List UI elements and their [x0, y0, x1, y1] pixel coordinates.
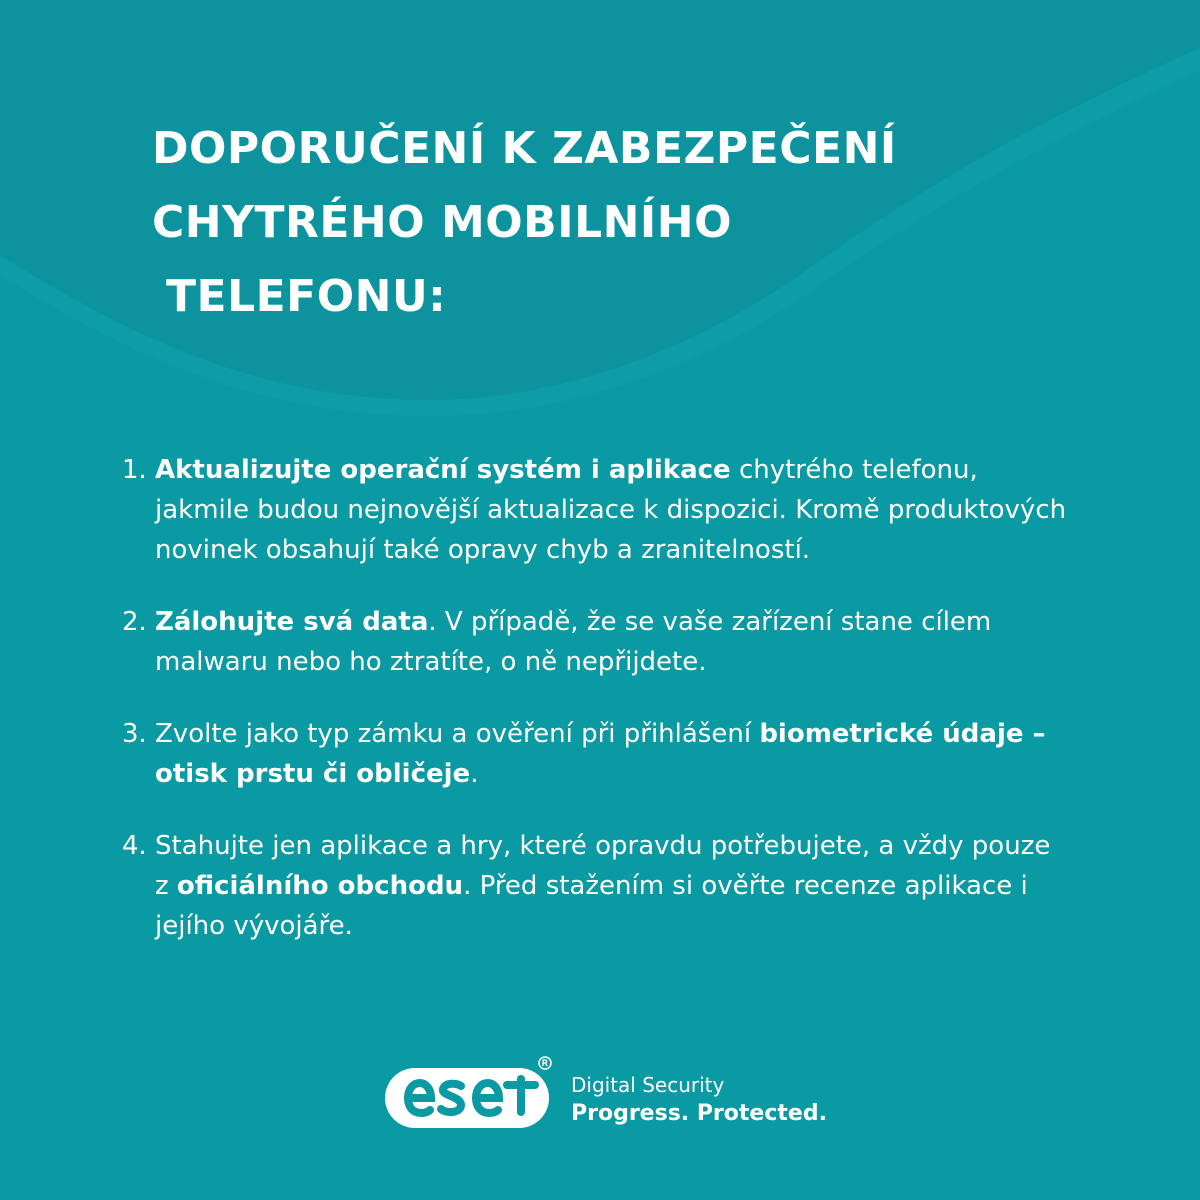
tip-item-1 — [122, 450, 1072, 570]
tagline-line-2: Progress. Protected. — [571, 1101, 827, 1126]
registered-trademark-icon — [538, 1056, 552, 1070]
tip-text: . V případě, že se vaše zařízení stane cílem malwaru nebo ho ztratíte, o ně nepřijdete. — [155, 607, 992, 677]
tip-text-end: . Před stažením si ověřte recenze aplikace i jejího vývojáře. — [155, 871, 1028, 941]
tips-list — [122, 450, 1072, 946]
tip-bold-text: oficiálního obchodu — [176, 871, 464, 901]
tip-bold-text: Zálohujte svá data — [155, 607, 429, 637]
tip-text: Stahujte jen aplikace a hry, které opravdu potřebujete, a vždy pouze z — [155, 831, 1051, 901]
page-title — [152, 112, 1052, 334]
tip-number: 3. — [122, 719, 147, 749]
tip-text: chytrého telefonu, jakmile budou nejnovější aktualizace k dispozici. Kromě produktových novinek obsahují také opravy chyb a zranitelností. — [155, 455, 1067, 565]
tip-item-4 — [122, 826, 1072, 946]
tip-text: Zvolte jako typ zámku a ověření při přihlášení — [155, 719, 760, 749]
title-line-2: CHYTRÉHO MOBILNÍHO — [152, 197, 733, 248]
title-line-1: DOPORUČENÍ K ZABEZPEČENÍ — [152, 123, 897, 174]
tip-number: 4. — [122, 831, 147, 861]
tip-item-3 — [122, 714, 1072, 794]
brand-footer — [383, 1060, 843, 1134]
tip-text-end: . — [470, 759, 479, 789]
tip-number: 2. — [122, 607, 147, 637]
tip-bold-text: Aktualizujte operační systém i aplikace — [155, 455, 731, 485]
tip-item-2 — [122, 602, 1072, 682]
tip-number: 1. — [122, 455, 147, 485]
eset-logo-icon — [383, 1066, 551, 1130]
tagline-line-1: Digital Security — [571, 1073, 725, 1097]
tip-bold-text: biometrické údaje – otisk prstu či obličeje — [155, 719, 1046, 789]
title-line-3: TELEFONU: — [166, 271, 447, 322]
